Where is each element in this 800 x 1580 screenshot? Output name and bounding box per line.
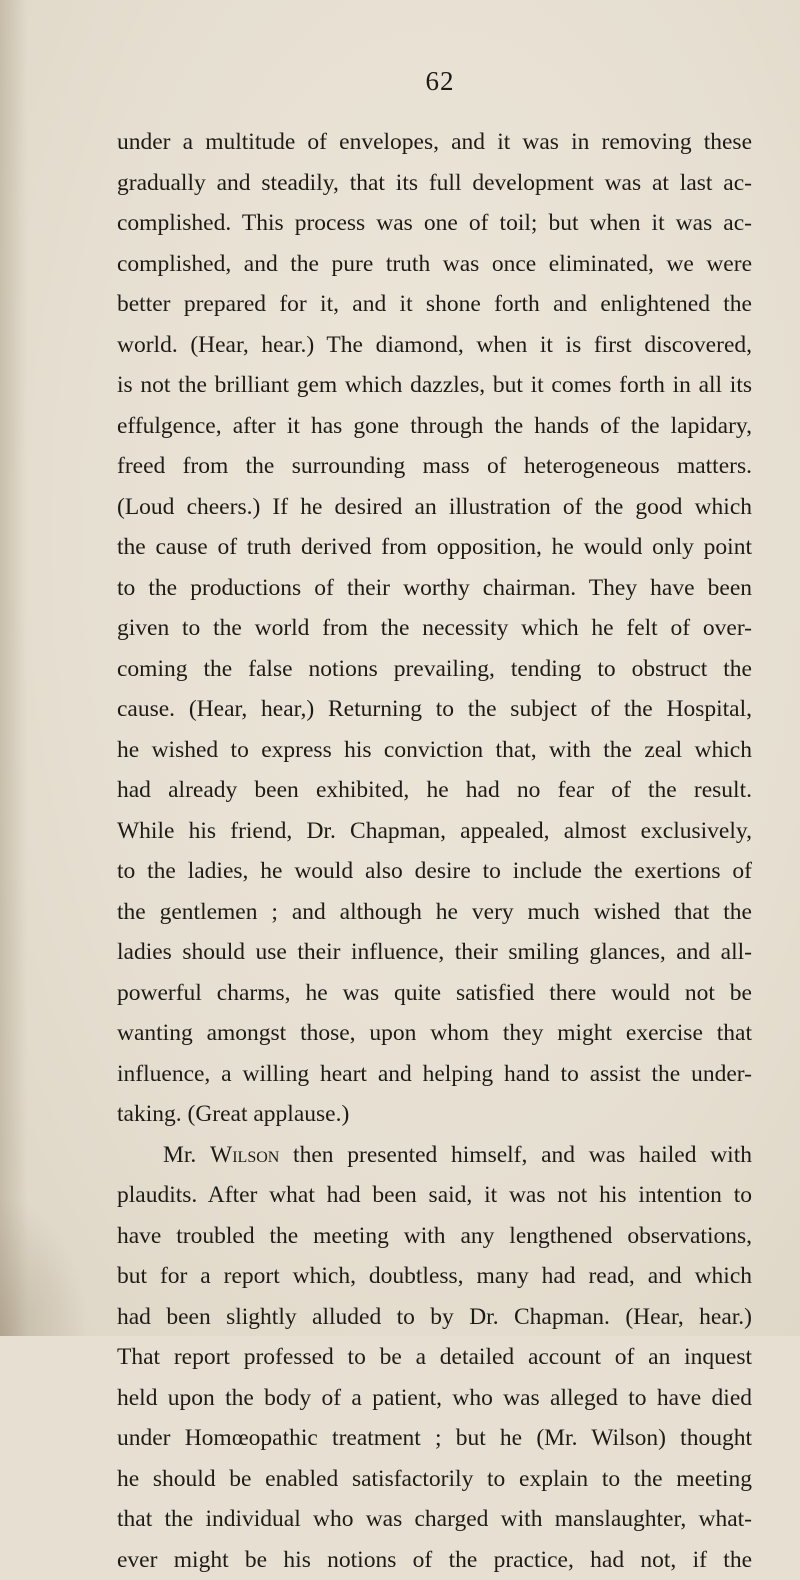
text-line: to the productions of their worthy chairman. They have been: [117, 568, 752, 609]
text-line: under Homœopathic treatment ; but he (Mr. Wilson) thought: [117, 1418, 752, 1459]
text-line: the cause of truth derived from opposition, he would only point: [117, 527, 752, 568]
text-line: but for a report which, doubtless, many had read, and which: [117, 1256, 752, 1297]
text-line: ladies should use their influence, their smiling glances, and all-: [117, 932, 752, 973]
text-line: had been slightly alluded to by Dr. Chapman. (Hear, hear.): [117, 1297, 752, 1338]
text-line: plaudits. After what had been said, it was not his intention to: [117, 1175, 752, 1216]
speaker-prefix: Mr.: [163, 1142, 210, 1168]
page-number: 62: [0, 66, 800, 97]
text-line: That report professed to be a detailed account of an inquest: [117, 1337, 752, 1378]
text-line: given to the world from the necessity which he felt of over-: [117, 608, 752, 649]
text-line: cause. (Hear, hear,) Returning to the subject of the Hospital,: [117, 689, 752, 730]
page-gutter-shadow: [0, 0, 28, 1336]
page-corner-shadow: [0, 1196, 90, 1336]
text-line: powerful charms, he was quite satisfied there would not be: [117, 973, 752, 1014]
text-line: While his friend, Dr. Chapman, appealed, almost exclusively,: [117, 811, 752, 852]
text-line: coming the false notions prevailing, tending to obstruct the: [117, 649, 752, 690]
text-line: to the ladies, he would also desire to include the exertions of: [117, 851, 752, 892]
text-line: world. (Hear, hear.) The diamond, when it is first discovered,: [117, 325, 752, 366]
paragraph-opening-line: [117, 1135, 752, 1176]
body-text: [117, 122, 752, 1580]
text-line: effulgence, after it has gone through the hands of the lapidary,: [117, 406, 752, 447]
text-line: have troubled the meeting with any lengthened observations,: [117, 1216, 752, 1257]
text-line: complished. This process was one of toil; but when it was ac-: [117, 203, 752, 244]
text-line: the gentlemen ; and although he very much wished that the: [117, 892, 752, 933]
text-line: influence, a willing heart and helping hand to assist the under-: [117, 1054, 752, 1095]
text-line: gradually and steadily, that its full development was at last ac-: [117, 163, 752, 204]
text-line: under a multitude of envelopes, and it was in removing these: [117, 122, 752, 163]
speaker-name: Wilson: [210, 1142, 279, 1168]
text-line: wanting amongst those, upon whom they might exercise that: [117, 1013, 752, 1054]
text-line: freed from the surrounding mass of heterogeneous matters.: [117, 446, 752, 487]
text-line: he should be enabled satisfactorily to explain to the meeting: [117, 1459, 752, 1500]
text-line: held upon the body of a patient, who was alleged to have died: [117, 1378, 752, 1419]
text-line: taking. (Great applause.): [117, 1094, 752, 1135]
text-line: had already been exhibited, he had no fear of the result.: [117, 770, 752, 811]
text-line: better prepared for it, and it shone forth and enlightened the: [117, 284, 752, 325]
text-line: (Loud cheers.) If he desired an illustration of the good which: [117, 487, 752, 528]
text-line: that the individual who was charged with manslaughter, what-: [117, 1499, 752, 1540]
line-rest: then presented himself, and was hailed with: [279, 1142, 752, 1168]
text-line: is not the brilliant gem which dazzles, but it comes forth in all its: [117, 365, 752, 406]
text-line: complished, and the pure truth was once eliminated, we were: [117, 244, 752, 285]
text-line: he wished to express his conviction that, with the zeal which: [117, 730, 752, 771]
text-line: ever might be his notions of the practice, had not, if the: [117, 1540, 752, 1580]
